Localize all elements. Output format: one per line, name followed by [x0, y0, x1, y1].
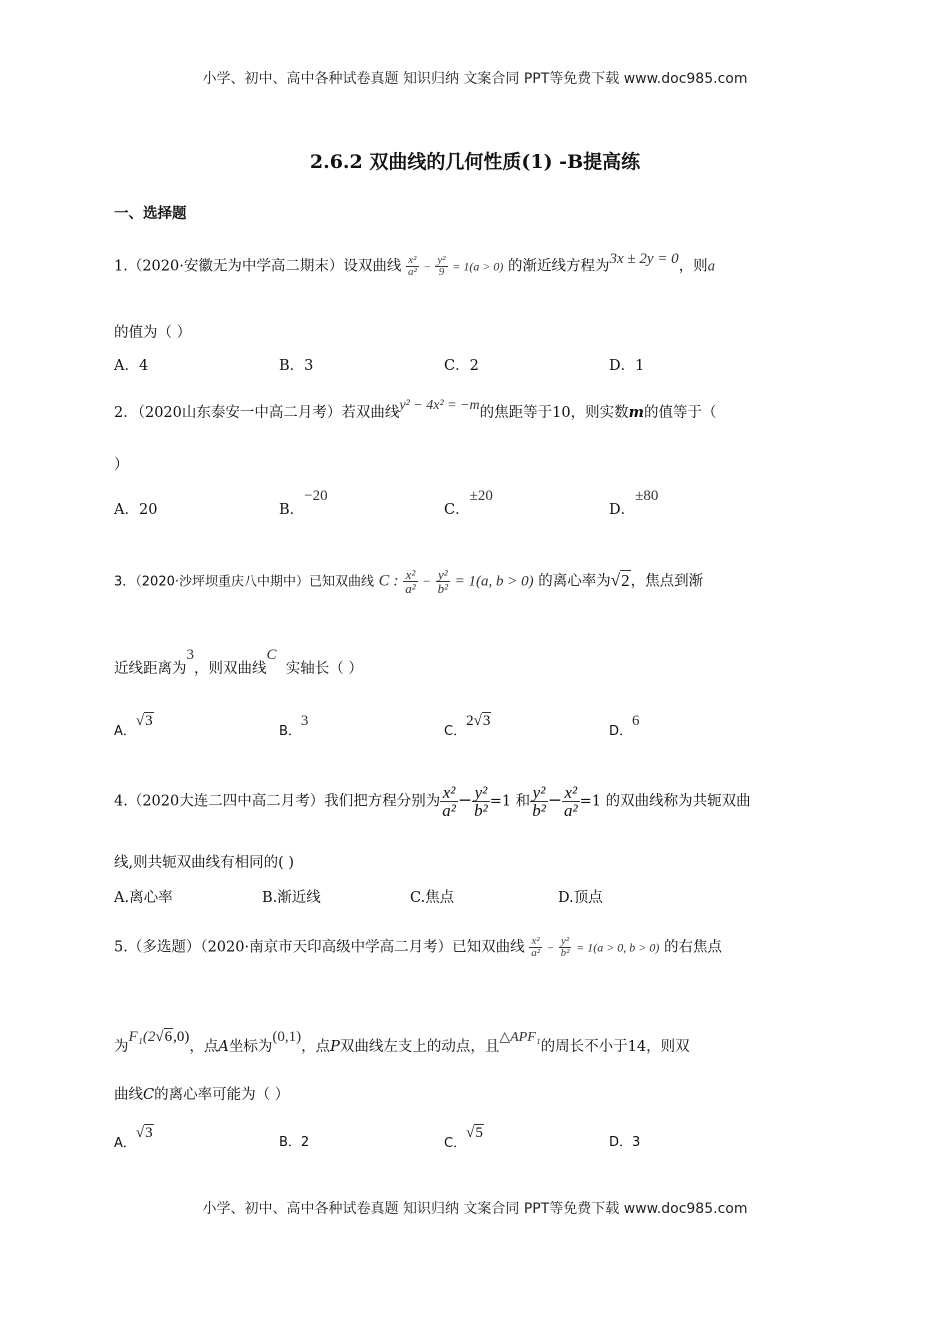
q1-line2: 的值为（ ） [114, 325, 192, 341]
q5-eq-tail: = 1(a > 0, b > 0) [576, 940, 660, 955]
page-footer: 小学、初中、高中各种试卷真题 知识归纳 文案合同 PPT等免费下载 www.doc985.com [202, 1201, 748, 1217]
page-title: 2.6.2 双曲线的几何性质(1) -B提高练 [309, 151, 641, 173]
q1-option-b[interactable]: B．3 [279, 358, 314, 374]
q3-option-d[interactable]: D．6 [609, 713, 640, 739]
q5-line2-e: 双曲线左支上的动点，且 [339, 1039, 500, 1055]
q5-prefix: 5.（多选题）（2020·南京市天印高级中学高二月考）已知双曲线 [114, 939, 525, 956]
q5-option-c[interactable]: C．√5 [444, 1125, 483, 1151]
q5-line3 [114, 1088, 289, 1103]
q3-c: C [266, 647, 277, 663]
q3-mid: 的离心率为 [538, 573, 611, 590]
q1-asymptote: 3x ± 2y = 0 [609, 250, 679, 267]
q1-var-a: a [707, 258, 715, 275]
q5-point-p: P [330, 1039, 340, 1055]
q5-suffix: 的右焦点 [664, 939, 722, 956]
q3-distance: 3 [186, 647, 194, 663]
q3-line2 [114, 647, 363, 677]
q5-frac-x: $\frac{\text{x²}}{\text{a²}}$ [531, 935, 541, 959]
q5-eq-minus: − [546, 942, 555, 955]
q2-line2: ） [114, 457, 129, 473]
q5-frac-y: $\frac{\text{y²}}{\text{b²}}$ [560, 935, 570, 959]
question-3 [114, 568, 703, 595]
q3-frac-y: $\frac{\text{y²}}{\text{b²}}$ [437, 567, 449, 596]
q5-focus: F₁(2√6,0) [128, 1029, 190, 1045]
q3-line2-c: 实轴长（ ） [285, 661, 363, 677]
q4-option-c[interactable]: C.焦点 [410, 890, 455, 906]
q5-line2-f: 的周长不小于14，则双 [540, 1039, 690, 1055]
question-4 [114, 784, 751, 819]
q3-frac-x: $\frac{\text{x²}}{\text{a²}}$ [405, 567, 416, 596]
q1-mid: 的渐近线方程为 [508, 258, 610, 275]
q5-option-b[interactable]: B．2 [279, 1135, 310, 1150]
q5-c: C [143, 1087, 155, 1103]
q3-option-c[interactable]: C．2√3 [444, 713, 491, 739]
q3-option-a[interactable]: A．√3 [114, 713, 153, 739]
q3-suffix: ，焦点到渐 [630, 573, 704, 590]
q2-prefix: 2．（2020山东泰安一中高二月考）若双曲线 [114, 405, 400, 421]
q2-option-b-value: −20 [304, 488, 328, 504]
q4-eq1: =1 和 [489, 793, 531, 810]
q2-equation: y² − 4x² = −m [399, 398, 480, 413]
page-header: 小学、初中、高中各种试卷真题 知识归纳 文案合同 PPT等免费下载 www.doc985.com [202, 71, 748, 87]
q5-option-d[interactable]: D．3 [609, 1135, 641, 1150]
q1-eq-tail: = 1(a > 0) [452, 259, 504, 274]
q4-minus-1: − [457, 790, 473, 811]
q1-eq-minus: − [423, 261, 431, 274]
q4-frac-1: $\frac{\text{x²}}{\text{a²}}$ [442, 783, 456, 820]
q2-mid: 的焦距等于10，则实数 [479, 405, 629, 421]
q2-option-b[interactable]: B．−20 [279, 488, 328, 518]
q4-option-d[interactable]: D.顶点 [558, 890, 603, 906]
q4-frac-2: $\frac{\text{y²}}{\text{b²}}$ [474, 783, 488, 820]
q3-eq-minus: − [422, 573, 432, 589]
q4-frac-4: $\frac{\text{x²}}{\text{a²}}$ [564, 783, 578, 820]
q5-point-a: A [218, 1039, 229, 1055]
q4-prefix: 4.（2020大连二四中高二月考）我们把方程分别为 [114, 793, 441, 810]
q3-line2-a: 近线距离为 [114, 661, 187, 677]
question-1 [114, 250, 715, 278]
q3-eccentricity: √2 [610, 570, 630, 590]
q3-c-label: C : [378, 572, 399, 590]
q5-line2-b: ，点 [189, 1039, 219, 1055]
q5-line2 [114, 1029, 690, 1055]
q1-option-a[interactable]: A．4 [114, 358, 149, 374]
q5-coord: (0,1) [272, 1029, 302, 1045]
q5-line2-d: ，点 [301, 1039, 331, 1055]
q1-frac-x: $\frac{\text{x²}}{\text{a²}}$ [407, 254, 417, 278]
question-5 [114, 936, 722, 959]
q4-line2: 线,则共轭双曲线有相同的( ) [114, 855, 295, 871]
q5-line2-c: 坐标为 [228, 1039, 273, 1055]
q4-minus-2: − [547, 790, 563, 811]
q2-suffix: 的值等于（ [643, 405, 717, 421]
q4-option-a[interactable]: A.离心率 [114, 890, 173, 906]
section-heading: 一、选择题 [114, 205, 187, 222]
q3-prefix: 3．（2020·沙坪坝重庆八中期中）已知双曲线 [114, 574, 374, 590]
question-2 [114, 398, 717, 421]
q2-option-a[interactable]: A．20 [114, 502, 158, 518]
q2-option-c[interactable]: C．±20 [444, 488, 493, 518]
q2-option-d-value: ±80 [635, 488, 659, 504]
q4-option-b[interactable]: B.渐近线 [262, 890, 321, 906]
q4-eq2: =1 的双曲线称为共轭双曲 [579, 793, 751, 810]
q2-option-d[interactable]: D．±80 [609, 488, 659, 518]
q1-option-c[interactable]: C．2 [444, 358, 479, 374]
q1-suffix: ，则 [678, 258, 708, 275]
q5-option-a[interactable]: A．√3 [114, 1125, 153, 1151]
q5-line3-b: 的离心率可能为（ ） [154, 1087, 290, 1103]
q3-eq-tail: = 1(a, b > 0) [454, 573, 534, 590]
q1-option-d[interactable]: D．1 [609, 358, 645, 374]
q3-option-b[interactable]: B．3 [279, 713, 309, 739]
q5-triangle: △APF₁ [499, 1030, 541, 1045]
q5-line2-a: 为 [114, 1039, 129, 1055]
q1-prefix: 1.（2020·安徽无为中学高二期末）设双曲线 [114, 258, 402, 275]
q2-var-m: m [628, 404, 644, 421]
q2-option-c-value: ±20 [469, 488, 493, 504]
q1-frac-y: $\frac{\text{y²}}{9}$ [437, 254, 446, 278]
q4-frac-3: $\frac{\text{y²}}{\text{b²}}$ [532, 783, 546, 820]
q3-line2-b: ，则双曲线 [194, 661, 267, 677]
q5-line3-a: 曲线 [114, 1087, 143, 1103]
